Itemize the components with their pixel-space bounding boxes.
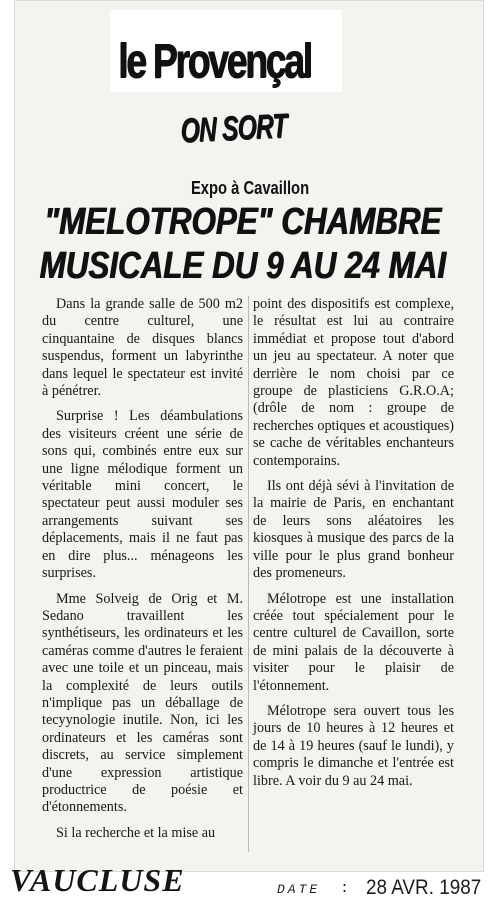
date-separator: : bbox=[340, 880, 350, 897]
newspaper-masthead: le Provençal bbox=[118, 35, 311, 88]
paragraph: Dans la grande salle de 500 m2 du centre culturel, une cinquantaine de disques blancs suspendus, forment un labyrinthe dans lequel le spectateur est invité à pénétrer. bbox=[42, 296, 243, 400]
paragraph: Surprise ! Les déambulations des visiteurs créent une série de sons qui, combinés entre eux sur une ligne mélodique forment un véritable mini concert, le spectateur peut aussi moduler ses arrangements suivant ses déplacements, mais il ne faut pas en dire plus... ménageons les surprises. bbox=[42, 408, 243, 582]
article-column-left bbox=[42, 296, 243, 850]
date-stamp: 28 AVR. 1987 bbox=[366, 876, 482, 899]
article-kicker: Expo à Cavaillon bbox=[190, 178, 310, 198]
article-column-right bbox=[253, 296, 454, 798]
paragraph: Si la recherche et la mise au bbox=[56, 824, 216, 841]
headline-line-2: MUSICALE DU 9 AU 24 MAI bbox=[39, 245, 446, 287]
section-rubric: ON SORT bbox=[180, 106, 287, 150]
article-headline bbox=[28, 200, 457, 288]
paragraph: Mme Solveig de Orig et M. Sedano travaillent les synthétiseurs, les ordinateurs et les caméras comme d'autres le feraient avec une toile et un pinceau, mais la complexité de leurs outils n'implique pas un déballage de tecyynologie inutile. Non, ici les ordinateurs et les caméras sont discrets, au service simplement d'une expression artistique productrice de poésie et d'étonnements. bbox=[42, 590, 243, 816]
department-stamp: VAUCLUSE bbox=[10, 862, 185, 898]
column-divider bbox=[248, 296, 249, 852]
paragraph: point des dispositifs est complexe, le résultat est lui au contraire immédiat et propose tout d'abord un jeu au spectateur. A noter que derrière le nom choisi par ce groupe de plasticiens G.R.O.A; (drôle de nom : groupe de recherches optiques et acoustiques) se cache de véritables enchanteurs contemporains. bbox=[253, 296, 454, 469]
date-label: DATE bbox=[277, 882, 321, 897]
headline-line-1: "MELOTROPE" CHAMBRE bbox=[43, 201, 442, 243]
paragraph: Mélotrope sera ouvert tous les jours de 10 heures à 12 heures et de 14 à 19 heures (sauf le lundi), y compris le dimanche et l'entrée est libre. A voir du 9 au 24 mai. bbox=[253, 702, 454, 789]
paragraph: Ils ont déjà sévi à l'invitation de la mairie de Paris, en enchantant de leurs sons aléatoires les kiosques à musique des parcs de la ville pour le plus grand bonheur des promeneurs. bbox=[253, 478, 454, 582]
paragraph: Mélotrope est une installation créée tout spécialement pour le centre culturel de Cavaillon, sorte de mini palais de la découverte à visiter pour le plaisir de l'étonnement. bbox=[253, 590, 454, 694]
